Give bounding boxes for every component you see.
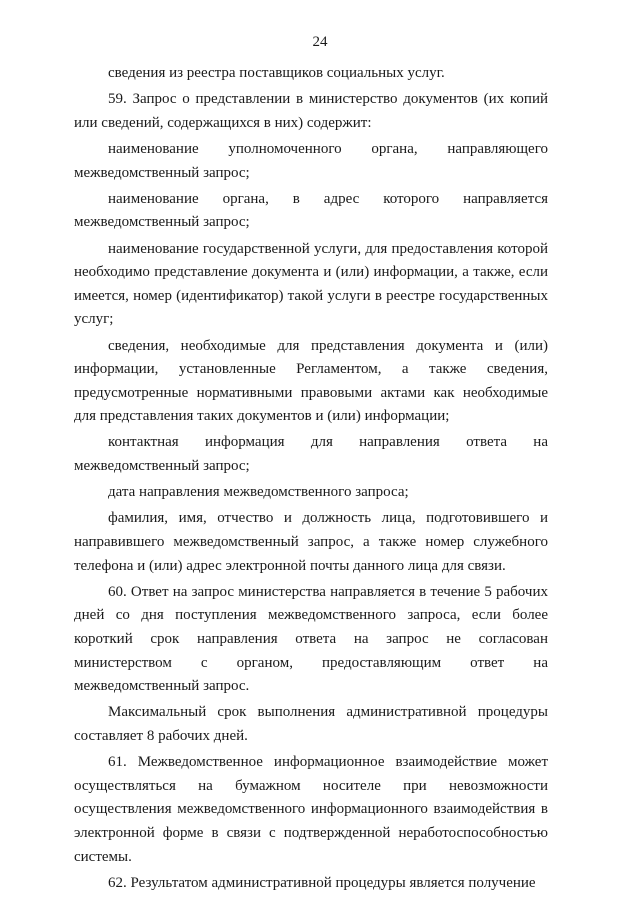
paragraph-request-date: дата направления межведомственного запроса; (108, 484, 409, 501)
paragraph-contact-info: контактная информация для направления ответа на межведомственный запрос; (74, 434, 548, 475)
paragraph-59-intro: 59. Запрос о представлении в министерство документов (их копий или сведений, содержащихся в них) содержит: (74, 91, 548, 131)
paragraph-responsible-person: фамилия, имя, отчество и должность лица, подготовившего и направившего межведомственный запрос, а также номер служебного телефона и (или) адрес электронной почты данного лица для связи. (74, 510, 548, 574)
paragraph-62: 62. Результатом административной процедуры является получение (108, 874, 536, 891)
paragraph-max-term: Максимальный срок выполнения административной процедуры составляет 8 рабочих дней. (74, 704, 548, 744)
paragraph-61: 61. Межведомственное информационное взаимодействие может осуществляться на бумажном носителе при невозможности осуществления межведомственного информационного взаимодействия в электронной форме в связи с подтвержденной неработоспособностью системы. (74, 754, 548, 865)
paragraph-registry-info: сведения из реестра поставщиков социальных услуг. (108, 65, 445, 81)
paragraph-service-name: наименование государственной услуги, для предоставления которой необходимо представление документа и (или) информации, а также, если имеется, номер (идентификатор) такой услуги в реестре государственных услуг; (74, 240, 548, 328)
paragraph-authorized-body: наименование уполномоченного органа, направляющего межведомственный запрос; (74, 140, 548, 181)
document-body (74, 62, 548, 898)
paragraph-recipient-body: наименование органа, в адрес которого направляется межведомственный запрос; (74, 190, 548, 231)
page-number: 24 (312, 34, 328, 50)
paragraph-60: 60. Ответ на запрос министерства направляется в течение 5 рабочих дней со дня поступления межведомственного запроса, если более короткий срок направления ответа на запрос не согласован министерством с органом, предоставляющим ответ на межведомственный запрос. (74, 583, 548, 695)
paragraph-required-info: сведения, необходимые для представления документа и (или) информации, установленные Регламентом, а также сведения, предусмотренные нормативными правовыми актами как необходимые для представления таких документов и (или) информации; (74, 337, 548, 425)
